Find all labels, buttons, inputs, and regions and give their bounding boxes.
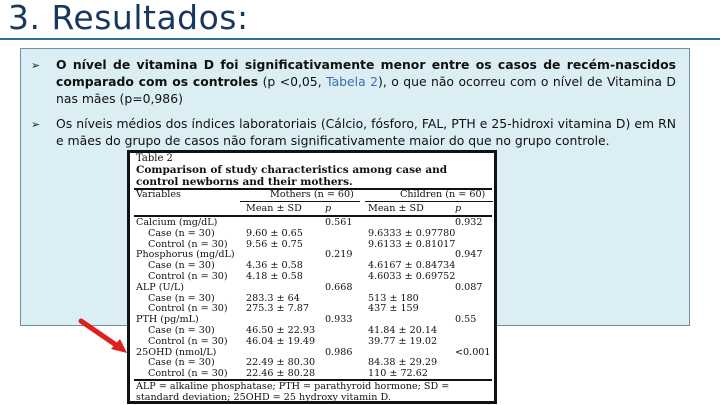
table-cell-mothers-mean-sd: 9.60 ± 0.65 (246, 227, 303, 239)
table-cell-children-mean-sd: 513 ± 180 (368, 292, 419, 304)
table-cell-mothers-mean-sd: 275.3 ± 7.87 (246, 303, 309, 315)
col-header-mean-sd-children: Mean ± SD (368, 203, 424, 214)
table-caption-label: Table 2 (136, 153, 173, 164)
table-cell-children-p: <0.001 (455, 346, 491, 358)
bullet-item-1 (31, 56, 676, 107)
mothers-rule (240, 201, 360, 202)
table-cell-mothers-mean-sd: 46.04 ± 19.49 (246, 335, 316, 347)
table-cell-mothers-p: 0.933 (325, 314, 353, 326)
table-caption: Comparison of study characteristics among case and control newborns and their mothers. (136, 164, 448, 188)
table-2-link[interactable]: Tabela 2 (326, 74, 379, 89)
table-row-label: Control (n = 30) (148, 368, 228, 380)
title-underline (0, 38, 720, 40)
table-row-label: 25OHD (nmol/L) (136, 346, 217, 358)
table-cell-mothers-mean-sd: 4.36 ± 0.58 (246, 260, 303, 272)
slide-title: 3. Resultados: (8, 0, 249, 37)
table-row-label: Case (n = 30) (148, 260, 215, 272)
table-cell-children-p: 0.087 (455, 281, 483, 293)
table-cell-mothers-mean-sd: 9.56 ± 0.75 (246, 238, 303, 250)
table-row-label: Case (n = 30) (148, 357, 215, 369)
table-cell-children-mean-sd: 84.38 ± 29.29 (368, 357, 438, 369)
table-cell-mothers-mean-sd: 4.18 ± 0.58 (246, 271, 303, 282)
table-row-label: ALP (U/L) (136, 281, 184, 293)
results-table-image (127, 150, 497, 404)
table-row-label: Case (n = 30) (148, 292, 215, 304)
table-footnote: ALP = alkaline phosphatase; PTH = parathyroid hormone; SD = standard deviation; 25OHD = 25 hydroxy vitamin D. (136, 381, 450, 403)
col-header-p-mothers: p (325, 203, 332, 214)
table-cell-children-p: 0.932 (455, 217, 483, 228)
table-row-label: Control (n = 30) (148, 335, 228, 347)
children-rule (365, 201, 493, 202)
table-cell-children-p: 0.947 (455, 249, 483, 261)
table-row-label: Phosphorus (mg/dL) (136, 249, 235, 261)
table-row-label: PTH (pg/mL) (136, 314, 199, 326)
bullet-text-a: (p <0,05, (258, 74, 327, 89)
bullet-text-b: ), o que não ocorreu com o nível de Vitamina D nas mães (p=0,986) (56, 74, 676, 106)
table-row-label: Case (n = 30) (148, 227, 215, 239)
col-header-variables: Variables (136, 189, 181, 200)
bullet-text-1 (56, 56, 676, 107)
table-row-label: Control (n = 30) (148, 303, 228, 315)
bullet-arrow-icon: ➢ (31, 118, 41, 131)
table-cell-mothers-mean-sd: 22.46 ± 80.28 (246, 368, 316, 380)
bullet-arrow-icon: ➢ (31, 59, 41, 72)
col-header-children: Children (n = 60) (400, 189, 486, 200)
table-cell-children-mean-sd: 39.77 ± 19.02 (368, 335, 438, 347)
table-cell-mothers-mean-sd: 46.50 ± 22.93 (246, 325, 316, 336)
red-pointer-arrow-icon (75, 315, 135, 360)
table-cell-mothers-p: 0.219 (325, 249, 353, 261)
table-cell-children-mean-sd: 41.84 ± 20.14 (368, 325, 438, 336)
table-cell-children-mean-sd: 110 ± 72.62 (368, 368, 428, 380)
table-row-label: Control (n = 30) (148, 271, 228, 282)
bullet-text-2: Os níveis médios dos índices laboratoriais (Cálcio, fósforo, FAL, PTH e 25-hidroxi vitamina D) em RN e mães do grupo de casos não foram significativamente maior do que no grupo controle. (56, 116, 676, 148)
table-row-label: Control (n = 30) (148, 238, 228, 250)
col-header-p-children: p (455, 203, 462, 214)
table-row-label: Case (n = 30) (148, 325, 215, 336)
bullet-bold-text: O nível de vitamina D foi significativamente menor entre os casos de recém-nascidos comparado com os controles (56, 57, 676, 89)
bullet-item-2 (31, 115, 676, 149)
col-header-mean-sd-mothers: Mean ± SD (246, 203, 302, 214)
table-cell-mothers-p: 0.561 (325, 217, 353, 228)
table-cell-children-mean-sd: 9.6333 ± 0.97780 (368, 227, 456, 239)
table-cell-mothers-mean-sd: 22.49 ± 80.30 (246, 357, 316, 369)
table-cell-mothers-p: 0.986 (325, 346, 353, 358)
table-row-label: Calcium (mg/dL) (136, 217, 218, 228)
table-cell-mothers-p: 0.668 (325, 281, 353, 293)
table-cell-children-mean-sd: 4.6167 ± 0.84734 (368, 260, 456, 272)
table-cell-children-mean-sd: 4.6033 ± 0.69752 (368, 271, 456, 282)
table-cell-children-mean-sd: 9.6133 ± 0.81017 (368, 238, 456, 250)
table-cell-children-mean-sd: 437 ± 159 (368, 303, 419, 315)
table-cell-children-p: 0.55 (455, 314, 477, 326)
col-header-mothers: Mothers (n = 60) (270, 189, 354, 200)
table-cell-mothers-mean-sd: 283.3 ± 64 (246, 292, 300, 304)
